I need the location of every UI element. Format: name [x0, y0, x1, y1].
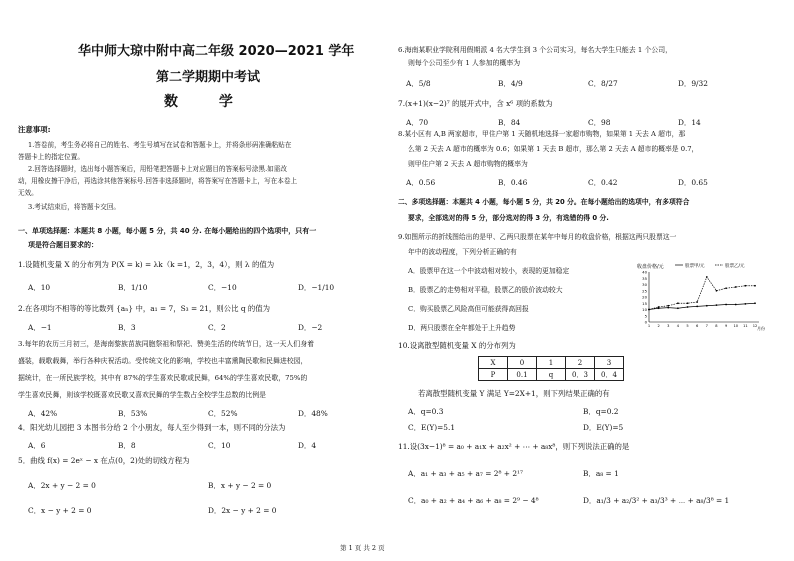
q11-stem: 11.设(3x−1)⁸ = a₀ + a₁x + a₂x² + ⋯ + a₈x⁸，则下列说法正确的是 [398, 442, 630, 451]
q8-line1: 8.某小区有 A,B 两家超市，甲住户第 1 天随机地选择一家超市购物，如果第 1 天去 A 超市，那 [398, 130, 686, 138]
q1-option-b: B．1/10 [118, 283, 148, 292]
data-point [696, 305, 698, 307]
x-tick-label: 7 [705, 324, 708, 328]
table-cell: X [479, 357, 508, 369]
q8-line3: 则甲住户第 2 天去 A 超市购物的概率为 [408, 160, 528, 168]
q6-option-a: A．5/8 [406, 79, 431, 88]
table-cell: 0．4 [595, 369, 624, 381]
q4-option-b: B．8 [118, 441, 136, 450]
notice-item3: 3.考试结束后，将答题卡交回。 [28, 203, 121, 211]
y-tick-label: 20 [642, 294, 647, 300]
q3-line1: 3.每年的农历三月初三，是海南黎族苗族同胞祭祖和祭祀、赞美生活的传统节日，这一天人们身着 [18, 340, 314, 348]
exam-title: 华中师大琼中附中高二年级 2020—2021 学年 [78, 44, 355, 59]
q11-option-a: A．a₁ + a₃ + a₅ + a₇ = 2⁸ + 2¹⁷ [408, 469, 523, 478]
data-point [658, 306, 660, 308]
data-point [754, 302, 756, 304]
legend-label-a: 股票甲/元 [685, 264, 705, 269]
q8-option-d: D．0.65 [678, 178, 708, 187]
data-point [744, 303, 746, 305]
data-point [716, 304, 718, 306]
notice-item2-end: 无效。 [18, 189, 38, 197]
y-tick-label: 35 [642, 275, 647, 281]
chart-xlabel: 月份 [757, 326, 765, 331]
y-tick-label: 5 [644, 313, 647, 319]
table-cell: 0 [508, 357, 537, 369]
data-point [648, 309, 650, 311]
q5-stem: 5．曲线 f(x) = 2eˣ − x 在点(0，2)处的切线方程为 [18, 456, 190, 465]
table-cell: P [479, 369, 508, 381]
q3-line4: 学生喜欢民舞，则该学校既喜欢民歌又喜欢民舞的学生数占全校学生总数的比例是 [18, 391, 267, 399]
q9-option-d: D．两只股票在全年都处于上升趋势 [408, 324, 516, 332]
q1-option-a: A．10 [28, 283, 51, 292]
x-tick-label: 5 [686, 324, 689, 328]
q11-option-c: C．a₀ + a₂ + a₄ + a₆ + a₈ = 2⁹ − 4⁸ [408, 496, 539, 505]
q3-option-d: D．48% [298, 409, 328, 418]
left-column [18, 0, 390, 561]
notice-heading: 注意事项: [18, 125, 51, 134]
q9-line2: 年中的波动程度，下列分析正确的有 [408, 248, 517, 256]
y-tick-label: 10 [642, 307, 647, 312]
q2-option-d: D．−2 [298, 323, 323, 332]
y-tick-label: 15 [642, 300, 647, 306]
x-tick-label: 11 [743, 324, 748, 328]
q1-option-d: D．−1/10 [298, 283, 335, 292]
q3-line2: 盛装，载歌载舞，举行各种庆祝活动。受传统文化的影响，学校也丰富熏陶民歌和民舞进校园， [18, 357, 308, 365]
y-tick-label: 0 [644, 319, 647, 325]
section2-heading-cont: 要求，全部选对的得 5 分，部分选对的得 3 分，有选错的得 0 分. [408, 214, 609, 222]
stock-price-chart [633, 262, 769, 332]
notice-item1: 1.答卷前，考生务必将自己的姓名、考生号填写在试卷和答题卡上，并将条形码准确粘贴在 [28, 141, 292, 149]
y-tick-label: 30 [642, 282, 647, 287]
section1-heading: 一、单项选择题：本题共 8 小题，每小题 5 分，共 40 分. 在每小题给出的四个选项中，只有一 [18, 227, 317, 235]
q2-option-c: C．2 [208, 323, 226, 332]
q5-option-a: A．2x + y − 2 = 0 [28, 481, 96, 490]
exam-subtitle: 第二学期期中考试 [155, 70, 260, 85]
q10-option-d: D．E(Y)=5 [583, 423, 624, 432]
q9-option-c: C．购买股票乙风险高但可能获得高回报 [408, 305, 529, 313]
chart-axes [642, 270, 759, 329]
y-tick-label: 25 [642, 288, 647, 294]
q8-option-a: A．0.56 [406, 178, 436, 187]
table-row [479, 369, 624, 381]
chart-ylabel: 收盘价格/元 [637, 264, 664, 270]
data-point [725, 304, 727, 306]
q2-option-a: A．−1 [28, 323, 52, 332]
notice-item2-cont: 动，用橡皮擦干净后，再选涂其他答案标号.回答非选择题时，将答案写在答题卡上，写在本卷上 [18, 177, 298, 185]
q6-option-d: D．9/32 [678, 79, 708, 88]
data-point [735, 304, 737, 306]
q7-stem: 7.(x+1)(x−2)⁷ 的展开式中，含 x⁶ 项的系数为 [398, 99, 553, 108]
q6-line2: 则每个公司至少有 1 人参加的概率为 [408, 59, 521, 67]
data-point [687, 306, 689, 308]
data-point [677, 307, 679, 309]
q5-option-d: D．2x − y + 2 = 0 [208, 506, 277, 515]
x-tick-label: 9 [724, 324, 728, 328]
q4-option-a: A．6 [28, 441, 46, 450]
table-cell: 0.1 [508, 369, 537, 381]
q9-line1: 9.如图所示的折线图给出的是甲、乙两只股票在某年中每月的收盘价格，根据这两只股票这一 [398, 233, 677, 241]
q10-line2: 若离散型随机变量 Y 满足 Y=2X+1，则下列结果正确的有 [418, 389, 610, 398]
data-point [744, 285, 746, 287]
q3-option-a: A．42% [28, 409, 58, 418]
data-point [735, 286, 737, 288]
y-tick-label: 40 [642, 269, 647, 275]
q11-option-d: D．a₁/3 + a₂/3² + a₃/3³ + ⋯ + a₈/3⁸ = 1 [583, 496, 730, 505]
data-point [677, 302, 679, 304]
data-point [667, 305, 669, 307]
q8-option-c: C．0.42 [588, 178, 618, 187]
x-tick-label: 3 [667, 324, 670, 328]
section2-heading: 二、多项选择题：本题共 4 小题，每小题 5 分，共 20 分。在每小题给出的选项中，有多项符合 [398, 198, 690, 206]
q7-option-a: A．70 [406, 118, 429, 127]
q9-option-a: A．股票甲在这一个中波动相对较小，表现的更加稳定 [408, 267, 570, 275]
q2-option-b: B．3 [118, 323, 136, 332]
x-tick-label: 8 [715, 324, 718, 328]
q3-option-b: B．53% [118, 409, 148, 418]
subject-title: 数 学 [164, 94, 251, 110]
table-cell: q [537, 369, 566, 381]
q1-option-c: C．−10 [208, 283, 237, 292]
q4-option-c: C．10 [208, 441, 231, 450]
q3-option-c: C．52% [208, 409, 238, 418]
q6-line1: 6.海南某职业学院利用假期派 4 名大学生到 3 个公司实习，每名大学生只能去 1 个公司， [398, 46, 673, 54]
q6-option-c: C．8/27 [588, 79, 618, 88]
table-cell: 1 [537, 357, 566, 369]
x-tick-label: 10 [733, 324, 739, 328]
section1-heading-cont: 项是符合题目要求的： [28, 241, 98, 249]
q10-option-a: A．q=0.3 [408, 407, 444, 416]
x-tick-label: 6 [696, 324, 699, 328]
q10-option-b: B．q=0.2 [583, 407, 619, 416]
table-cell: 2 [566, 357, 595, 369]
q6-option-b: B．4/9 [498, 79, 523, 88]
table-row [479, 357, 624, 369]
q4-stem: 4．阳光幼儿园把 3 本图书分给 2 个小朋友，每人至少得到一本，则不同的分法为 [18, 423, 286, 432]
data-point [687, 302, 689, 304]
q2-stem: 2.在各项均不相等的等比数列 {aₙ} 中，a₁ = 7，S₃ = 21，则公比 q 的值为 [18, 304, 271, 313]
q7-option-b: B．84 [498, 118, 521, 127]
q4-option-d: D．4 [298, 441, 317, 450]
q9-option-b: B．股票乙的走势相对平稳，股票乙的股价波动较大 [408, 286, 563, 294]
q10-option-c: C．E(Y)=5.1 [408, 423, 456, 432]
data-point [725, 287, 727, 289]
distribution-table [478, 356, 624, 381]
q5-option-c: C．x − y + 2 = 0 [28, 506, 92, 515]
q11-option-b: B．a₈ = 1 [583, 469, 619, 478]
q1-stem: 1.设随机变量 X 的分布列为 P(X = k) = λk（k =1，2，3，4），则 λ 的值为 [18, 260, 275, 269]
right-column [398, 0, 778, 561]
data-point [716, 290, 718, 292]
table-cell: 3 [595, 357, 624, 369]
table-cell: 0．3 [566, 369, 595, 381]
q8-line2: 么第 2 天去 A 超市的概率为 0.6；如果第 1 天去 B 超市，那么第 2 天去 A 超市的概率是 0.7， [408, 145, 699, 153]
notice-item1-cont: 答题卡上的指定位置。 [18, 153, 84, 161]
q3-line3: 据统计，在一所民族学校，其中有 87%的学生喜欢民歌或民舞，64%的学生喜欢民歌，75%的 [18, 374, 308, 382]
notice-item2: 2.回答选择题时，选出每小题答案后，用铅笔把答题卡上对应题目的答案标号涂黑.如需改 [28, 165, 287, 173]
q5-option-b: B．x + y − 2 = 0 [208, 481, 272, 490]
page-footer: 第 1 页 共 2 页 [340, 544, 385, 552]
q8-option-b: B．0.46 [498, 178, 528, 187]
chart-series [648, 276, 756, 310]
legend-label-b: 股票乙/元 [725, 264, 745, 269]
x-tick-label: 4 [676, 324, 680, 328]
x-tick-label: 12 [752, 324, 758, 328]
data-point [706, 276, 708, 278]
q10-stem: 10.设离散型随机变量 X 的分布列为 [398, 341, 516, 350]
q7-option-d: D．14 [678, 118, 701, 127]
data-point [706, 305, 708, 307]
q7-option-c: C．98 [588, 118, 611, 127]
x-tick-label: 1 [647, 324, 651, 328]
x-tick-label: 2 [657, 324, 660, 328]
data-point [754, 285, 756, 287]
data-point [696, 301, 698, 303]
data-point [667, 307, 669, 309]
